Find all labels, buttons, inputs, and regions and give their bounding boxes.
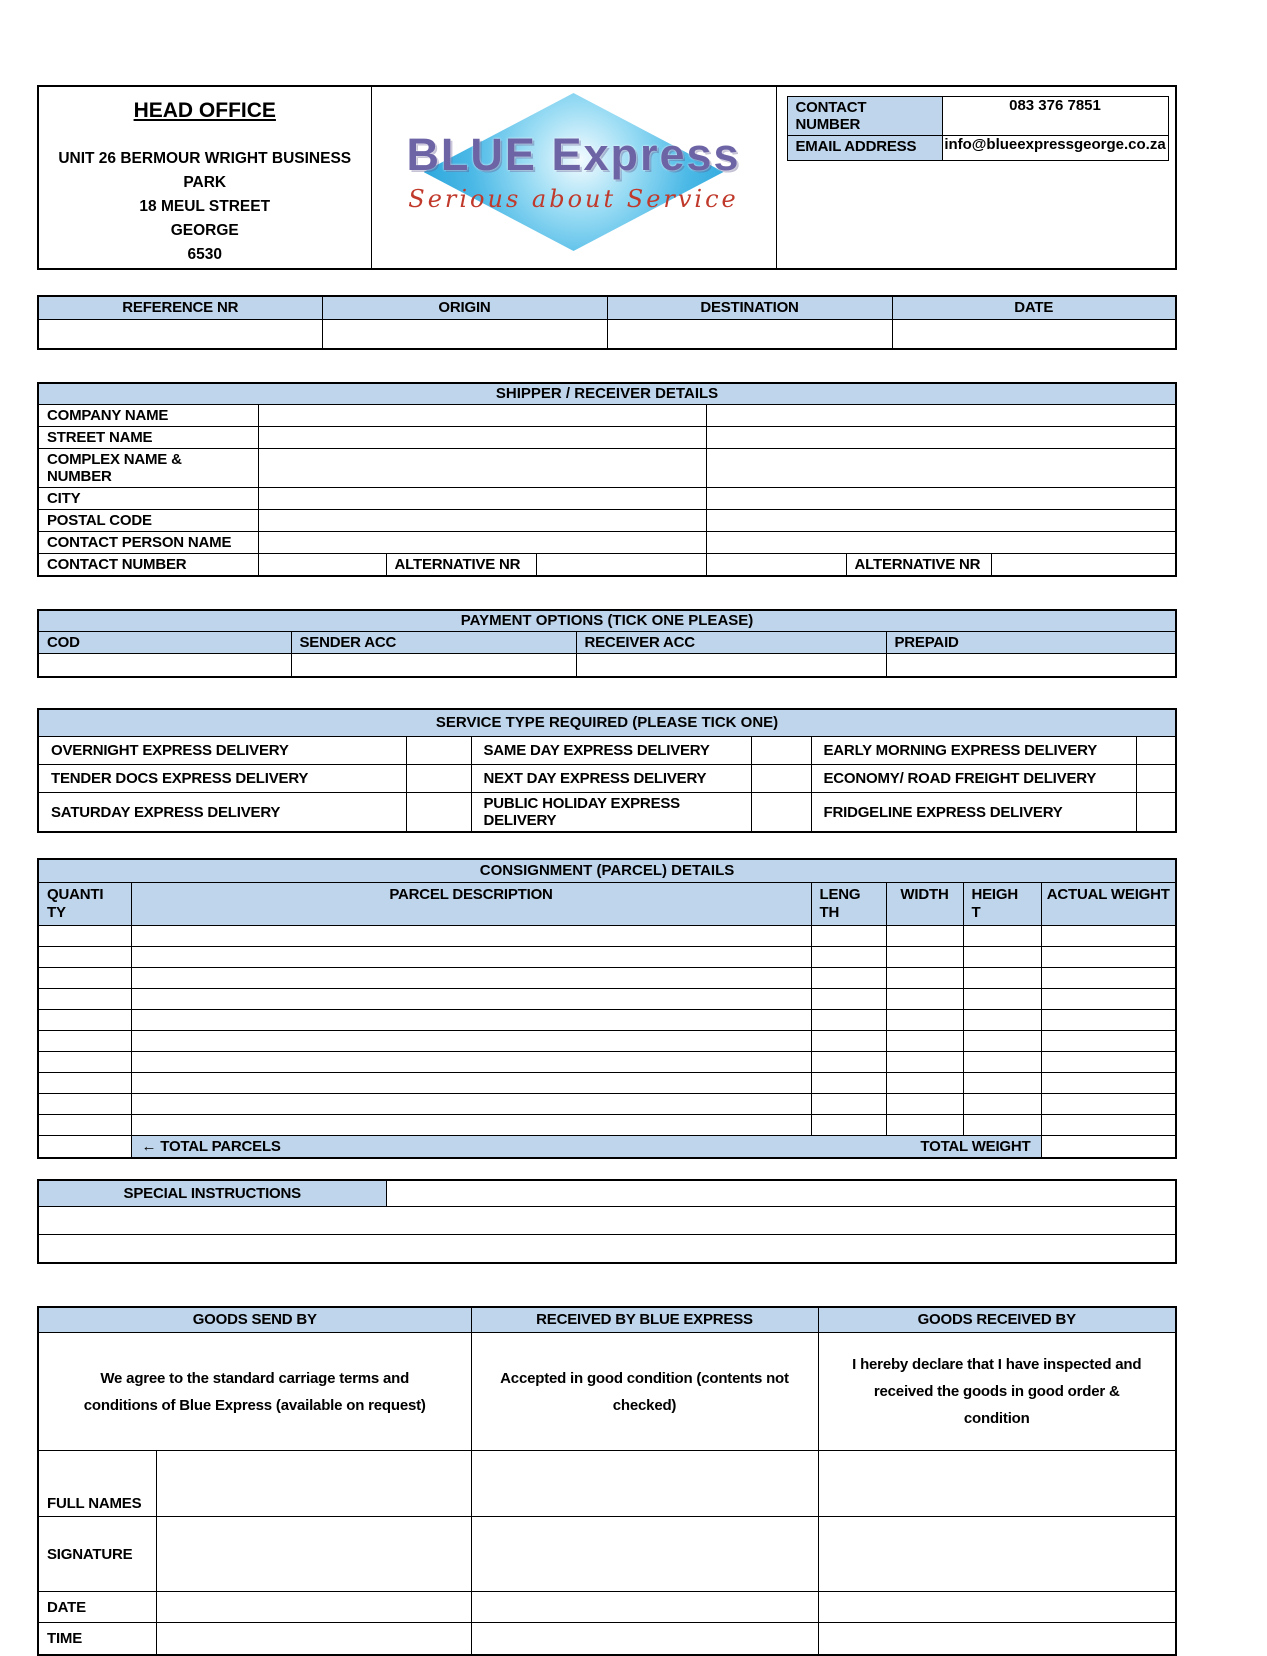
parcel-height-cell[interactable] xyxy=(963,968,1041,989)
parcel-description-cell[interactable] xyxy=(131,926,811,947)
parcel-quantity-cell[interactable] xyxy=(38,1115,131,1136)
actual-weight-column-header: ACTUAL WEIGHT xyxy=(1041,882,1176,926)
shipper-postal-code-input[interactable] xyxy=(258,509,706,531)
total-weight-label: TOTAL WEIGHT xyxy=(920,1138,1031,1155)
email-address-value: info@blueexpressgeorge.co.za xyxy=(942,136,1168,161)
carrier-full-names-input[interactable] xyxy=(471,1451,818,1517)
contact-table xyxy=(787,96,1169,161)
service-tender-docs-label: TENDER DOCS EXPRESS DELIVERY xyxy=(38,765,406,793)
service-section-title: SERVICE TYPE REQUIRED (PLEASE TICK ONE) xyxy=(38,709,1176,737)
origin-header: ORIGIN xyxy=(322,296,607,319)
date-input[interactable] xyxy=(892,319,1176,349)
service-economy-label: ECONOMY/ ROAD FREIGHT DELIVERY xyxy=(811,765,1136,793)
service-overnight-tick-cell[interactable] xyxy=(406,737,471,765)
parcel-width-cell[interactable] xyxy=(886,947,963,968)
parcel-row xyxy=(38,1052,1176,1073)
parcel-description-cell[interactable] xyxy=(131,968,811,989)
parcel-row xyxy=(38,947,1176,968)
parcel-length-cell[interactable] xyxy=(811,1094,886,1115)
payment-option-cod-label: COD xyxy=(38,632,291,654)
service-early-morning-tick-cell[interactable] xyxy=(1136,737,1176,765)
parcel-quantity-cell[interactable] xyxy=(38,1052,131,1073)
parcel-description-cell[interactable] xyxy=(131,947,811,968)
shipper-contact-person-input[interactable] xyxy=(258,531,706,553)
street-name-label: STREET NAME xyxy=(38,426,258,448)
carrier-time-input[interactable] xyxy=(471,1623,818,1655)
parcel-description-column-header: PARCEL DESCRIPTION xyxy=(131,882,811,926)
special-instructions-input[interactable] xyxy=(386,1180,1176,1207)
city-label: CITY xyxy=(38,487,258,509)
shipper-city-input[interactable] xyxy=(258,487,706,509)
head-office-title: HEAD OFFICE xyxy=(133,99,276,122)
parcel-height-cell[interactable] xyxy=(963,1094,1041,1115)
parcel-length-cell[interactable] xyxy=(811,1031,886,1052)
receiver-statement: I hereby declare that I have inspected and received the goods in good order & condition xyxy=(818,1333,1176,1451)
sender-date-input[interactable] xyxy=(156,1592,471,1623)
parcel-row xyxy=(38,1073,1176,1094)
shipper-receiver-table xyxy=(37,382,1177,577)
parcel-width-cell[interactable] xyxy=(886,926,963,947)
receiver-contact-person-input[interactable] xyxy=(706,531,1176,553)
parcel-length-cell[interactable] xyxy=(811,947,886,968)
service-fridgeline-label: FRIDGELINE EXPRESS DELIVERY xyxy=(811,793,1136,833)
parcel-rows xyxy=(38,926,1176,1136)
payment-section-title: PAYMENT OPTIONS (TICK ONE PLEASE) xyxy=(38,610,1176,632)
address-line: 6530 xyxy=(187,246,222,264)
address-line: GEORGE xyxy=(170,222,239,240)
brand-slogan: Serious about Service xyxy=(408,185,739,213)
parcel-actual-weight-cell[interactable] xyxy=(1041,947,1176,968)
shipper-complex-input[interactable] xyxy=(258,448,706,487)
service-public-holiday-tick-cell[interactable] xyxy=(751,793,811,833)
carrier-date-input[interactable] xyxy=(471,1592,818,1623)
reference-nr-input[interactable] xyxy=(38,319,322,349)
contact-person-label: CONTACT PERSON NAME xyxy=(38,531,258,553)
service-overnight-label: OVERNIGHT EXPRESS DELIVERY xyxy=(38,737,406,765)
service-next-day-tick-cell[interactable] xyxy=(751,765,811,793)
receiver-time-input[interactable] xyxy=(818,1623,1176,1655)
parcel-row xyxy=(38,989,1176,1010)
email-address-label: EMAIL ADDRESS xyxy=(787,136,942,161)
parcel-actual-weight-cell[interactable] xyxy=(1041,1010,1176,1031)
parcel-quantity-cell[interactable] xyxy=(38,1010,131,1031)
logo-cell xyxy=(371,86,776,269)
service-early-morning-label: EARLY MORNING EXPRESS DELIVERY xyxy=(811,737,1136,765)
carrier-signature-input[interactable] xyxy=(471,1517,818,1592)
parcel-width-cell[interactable] xyxy=(886,989,963,1010)
parcel-description-cell[interactable] xyxy=(131,1094,811,1115)
parcel-quantity-cell[interactable] xyxy=(38,947,131,968)
parcel-height-cell[interactable] xyxy=(963,1073,1041,1094)
sender-full-names-input[interactable] xyxy=(156,1451,471,1517)
parcel-actual-weight-cell[interactable] xyxy=(1041,1094,1176,1115)
parcel-height-cell[interactable] xyxy=(963,947,1041,968)
address-line: 18 MEUL STREET xyxy=(139,198,271,216)
parcel-description-cell[interactable] xyxy=(131,989,811,1010)
sender-signature-input[interactable] xyxy=(156,1517,471,1592)
special-instructions-table xyxy=(37,1179,1177,1264)
parcel-height-cell[interactable] xyxy=(963,1031,1041,1052)
waybill-form xyxy=(37,85,1175,1656)
parcel-row xyxy=(38,926,1176,947)
parcel-quantity-cell[interactable] xyxy=(38,1031,131,1052)
destination-input[interactable] xyxy=(607,319,892,349)
receiver-alternative-nr-input[interactable] xyxy=(991,553,1176,576)
payment-option-sender-acc-label: SENDER ACC xyxy=(291,632,576,654)
consignment-section-title: CONSIGNMENT (PARCEL) DETAILS xyxy=(38,859,1176,882)
parcel-actual-weight-cell[interactable] xyxy=(1041,1115,1176,1136)
shipper-contact-number-input[interactable] xyxy=(258,553,386,576)
parcel-width-cell[interactable] xyxy=(886,1115,963,1136)
company-name-label: COMPANY NAME xyxy=(38,404,258,426)
parcel-quantity-cell[interactable] xyxy=(38,989,131,1010)
width-column-header: WIDTH xyxy=(886,882,963,926)
parcel-length-cell[interactable] xyxy=(811,968,886,989)
postal-code-label: POSTAL CODE xyxy=(38,509,258,531)
payment-prepaid-tick-cell[interactable] xyxy=(886,654,1176,677)
service-same-day-tick-cell[interactable] xyxy=(751,737,811,765)
parcel-width-cell[interactable] xyxy=(886,1052,963,1073)
receiver-full-names-input[interactable] xyxy=(818,1451,1176,1517)
goods-received-by-header: GOODS RECEIVED BY xyxy=(818,1307,1176,1333)
payment-options-table xyxy=(37,609,1177,678)
parcel-width-cell[interactable] xyxy=(886,1010,963,1031)
payment-receiver-acc-tick-cell[interactable] xyxy=(576,654,886,677)
service-same-day-label: SAME DAY EXPRESS DELIVERY xyxy=(471,737,751,765)
parcel-quantity-cell[interactable] xyxy=(38,968,131,989)
receiver-company-name-input[interactable] xyxy=(706,404,1176,426)
signoff-table xyxy=(37,1306,1177,1656)
receiver-complex-input[interactable] xyxy=(706,448,1176,487)
shipper-alternative-nr-label: ALTERNATIVE NR xyxy=(386,553,536,576)
goods-send-by-header: GOODS SEND BY xyxy=(38,1307,471,1333)
destination-header: DESTINATION xyxy=(607,296,892,319)
parcel-length-cell[interactable] xyxy=(811,1010,886,1031)
receiver-street-name-input[interactable] xyxy=(706,426,1176,448)
parcel-row xyxy=(38,968,1176,989)
receiver-signature-input[interactable] xyxy=(818,1517,1176,1592)
parcel-row xyxy=(38,1094,1176,1115)
payment-cod-tick-cell[interactable] xyxy=(38,654,291,677)
contact-number-row-label: CONTACT NUMBER xyxy=(38,553,258,576)
totals-band xyxy=(131,1136,1041,1158)
parcel-description-cell[interactable] xyxy=(131,1052,811,1073)
receiver-contact-number-input[interactable] xyxy=(706,553,846,576)
parcel-height-cell[interactable] xyxy=(963,1115,1041,1136)
parcel-actual-weight-cell[interactable] xyxy=(1041,968,1176,989)
parcel-actual-weight-cell[interactable] xyxy=(1041,1031,1176,1052)
parcel-width-cell[interactable] xyxy=(886,1073,963,1094)
total-parcels-value-cell[interactable] xyxy=(38,1136,131,1158)
parcel-description-cell[interactable] xyxy=(131,1010,811,1031)
complex-name-label: COMPLEX NAME & NUMBER xyxy=(38,448,258,487)
brand-logo: BLUE Express xyxy=(406,129,741,180)
receiver-date-input[interactable] xyxy=(818,1592,1176,1623)
shipper-street-name-input[interactable] xyxy=(258,426,706,448)
parcel-height-cell[interactable] xyxy=(963,989,1041,1010)
parcel-actual-weight-cell[interactable] xyxy=(1041,1052,1176,1073)
total-weight-value-cell[interactable] xyxy=(1041,1136,1176,1158)
parcel-row xyxy=(38,1115,1176,1136)
special-instructions-line[interactable] xyxy=(38,1207,1176,1235)
parcel-length-cell[interactable] xyxy=(811,989,886,1010)
service-next-day-label: NEXT DAY EXPRESS DELIVERY xyxy=(471,765,751,793)
shipper-company-name-input[interactable] xyxy=(258,404,706,426)
received-by-blue-express-header: RECEIVED BY BLUE EXPRESS xyxy=(471,1307,818,1333)
parcel-width-cell[interactable] xyxy=(886,1094,963,1115)
service-public-holiday-label: PUBLIC HOLIDAY EXPRESS DELIVERY xyxy=(471,793,751,833)
special-instructions-line[interactable] xyxy=(38,1235,1176,1263)
payment-option-prepaid-label: PREPAID xyxy=(886,632,1176,654)
receiver-alternative-nr-label: ALTERNATIVE NR xyxy=(846,553,991,576)
sender-statement: We agree to the standard carriage terms and conditions of Blue Express (available on request) xyxy=(38,1333,471,1451)
consignment-table xyxy=(37,858,1177,1159)
contact-cell xyxy=(776,86,1176,269)
service-fridgeline-tick-cell[interactable] xyxy=(1136,793,1176,833)
parcel-width-cell[interactable] xyxy=(886,1031,963,1052)
parcel-description-cell[interactable] xyxy=(131,1073,811,1094)
parcel-length-cell[interactable] xyxy=(811,1115,886,1136)
reference-table xyxy=(37,295,1177,350)
parcel-actual-weight-cell[interactable] xyxy=(1041,1073,1176,1094)
signature-label: SIGNATURE xyxy=(38,1517,156,1592)
special-instructions-label: SPECIAL INSTRUCTIONS xyxy=(38,1180,386,1207)
service-saturday-tick-cell[interactable] xyxy=(406,793,471,833)
time-label: TIME xyxy=(38,1623,156,1655)
total-parcels-label: ← TOTAL PARCELS xyxy=(141,1138,281,1155)
payment-option-receiver-acc-label: RECEIVER ACC xyxy=(576,632,886,654)
receiver-postal-code-input[interactable] xyxy=(706,509,1176,531)
parcel-quantity-cell[interactable] xyxy=(38,1073,131,1094)
parcel-description-cell[interactable] xyxy=(131,1031,811,1052)
payment-sender-acc-tick-cell[interactable] xyxy=(291,654,576,677)
full-names-label: FULL NAMES xyxy=(38,1451,156,1517)
receiver-city-input[interactable] xyxy=(706,487,1176,509)
parcel-height-cell[interactable] xyxy=(963,1052,1041,1073)
parcel-height-cell[interactable] xyxy=(963,926,1041,947)
parcel-length-cell[interactable] xyxy=(811,926,886,947)
reference-nr-header: REFERENCE NR xyxy=(38,296,322,319)
parcel-row xyxy=(38,1010,1176,1031)
parcel-row xyxy=(38,1031,1176,1052)
parcel-height-cell[interactable] xyxy=(963,1010,1041,1031)
carrier-statement: Accepted in good condition (contents not checked) xyxy=(471,1333,818,1451)
shipper-section-title: SHIPPER / RECEIVER DETAILS xyxy=(38,383,1176,404)
header-table xyxy=(37,85,1177,270)
height-column-header: HEIGHT xyxy=(963,882,1041,926)
service-tender-docs-tick-cell[interactable] xyxy=(406,765,471,793)
contact-number-label: CONTACT NUMBER xyxy=(787,97,942,136)
date-label: DATE xyxy=(38,1592,156,1623)
length-column-header: LENGTH xyxy=(811,882,886,926)
date-header: DATE xyxy=(892,296,1176,319)
parcel-description-cell[interactable] xyxy=(131,1115,811,1136)
parcel-quantity-cell[interactable] xyxy=(38,1094,131,1115)
quantity-column-header: QUANTITY xyxy=(38,882,131,926)
head-office-cell xyxy=(38,86,371,269)
parcel-length-cell[interactable] xyxy=(811,1052,886,1073)
service-economy-tick-cell[interactable] xyxy=(1136,765,1176,793)
address-line: UNIT 26 BERMOUR WRIGHT BUSINESS PARK xyxy=(58,150,352,192)
parcel-actual-weight-cell[interactable] xyxy=(1041,926,1176,947)
shipper-alternative-nr-input[interactable] xyxy=(536,553,706,576)
contact-number-value: 083 376 7851 xyxy=(942,97,1168,136)
parcel-length-cell[interactable] xyxy=(811,1073,886,1094)
parcel-actual-weight-cell[interactable] xyxy=(1041,989,1176,1010)
service-saturday-label: SATURDAY EXPRESS DELIVERY xyxy=(38,793,406,833)
parcel-quantity-cell[interactable] xyxy=(38,926,131,947)
service-type-table xyxy=(37,708,1177,834)
origin-input[interactable] xyxy=(322,319,607,349)
sender-time-input[interactable] xyxy=(156,1623,471,1655)
parcel-width-cell[interactable] xyxy=(886,968,963,989)
